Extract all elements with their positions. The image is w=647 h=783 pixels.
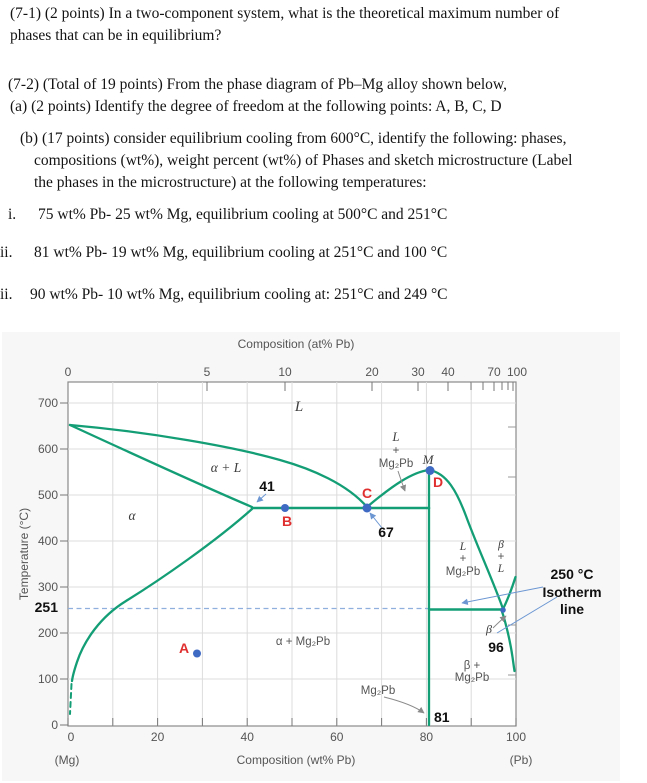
point-eutectic-right-dot [500,607,506,613]
bottom-axis-title: Composition (wt% Pb) [236,753,356,767]
svg-text:20: 20 [150,730,165,744]
point-C-label: C [361,485,373,501]
region-beta-L-line2: + [497,551,505,563]
list-item-marker: ii. [0,286,13,303]
mg-endpoint-label: (Mg) [54,753,80,767]
pb-endpoint-label: (Pb) [509,753,533,767]
point-D-label: D [432,474,444,490]
region-L-mg2pb-line2: + [392,445,400,457]
list-item-marker: i. [8,206,17,223]
list-item-text: 75 wt% Pb- 25 wt% Mg, equilibrium cooling at 500°C and 251°C [38,206,448,223]
annotation-67: 67 [378,524,394,540]
svg-text:100: 100 [506,365,528,379]
isotherm-note-line1: 250 °C [550,566,594,582]
svg-text:40: 40 [441,365,455,379]
question-7-2-intro: (7-2) (Total of 19 points) From the phase diagram of Pb–Mg alloy shown below, [8,76,507,93]
point-A-dot [193,650,201,658]
annotation-81: 81 [434,709,450,725]
svg-text:5: 5 [203,365,211,379]
svg-text:60: 60 [330,730,344,744]
region-alpha: α [128,508,136,523]
region-L-mg2pb-right-line1: L [459,541,467,553]
annotation-41: 41 [259,478,275,494]
list-item-marker: ii. [0,244,13,261]
list-item-text: 90 wt% Pb- 10 wt% Mg, equilibrium cooling at: 251°C and 249 °C [30,286,448,303]
question-7-1-line2: phases that can be in equilibrium? [10,27,222,44]
label-mg2pb-line: Mg₂Pb [360,685,396,697]
point-B-dot [281,504,289,512]
label-251: 251 [34,599,58,615]
region-beta-mg2pb-line1: β + [463,660,481,672]
question-7-2-b-line3: the phases in the microstructure) at the following temperatures: [34,174,427,191]
svg-text:100: 100 [505,730,527,744]
svg-text:700: 700 [37,396,58,410]
svg-text:500: 500 [37,488,58,502]
svg-text:0: 0 [67,730,75,744]
list-item-text: 81 wt% Pb- 19 wt% Mg, equilibrium cooling at 251°C and 100 °C [34,244,448,261]
svg-text:10: 10 [278,365,292,379]
region-L-mg2pb-line3: Mg₂Pb [378,458,414,470]
isotherm-note-line3: line [559,601,585,617]
label-M: M [422,452,434,467]
annotation-96: 96 [488,639,504,655]
svg-text:80: 80 [419,730,434,744]
svg-text:200: 200 [37,626,58,640]
region-L-mg2pb-right-line2: + [459,553,467,565]
region-beta-L-line3: L [497,563,505,575]
svg-text:20: 20 [365,365,379,379]
question-7-2-a: (a) (2 points) Identify the degree of freedom at the following points: A, B, C, D [10,98,502,115]
svg-text:400: 400 [37,534,58,548]
point-B-label: B [281,513,293,529]
question-7-2-b-line2: compositions (wt%), weight percent (wt%) of Phases and sketch microstructure (Label [34,152,573,169]
region-beta-mg2pb-line2: Mg₂Pb [454,672,490,684]
svg-text:600: 600 [37,442,58,456]
point-A-label: A [178,640,190,656]
region-L-mg2pb-line1: L [392,430,400,444]
isotherm-note-line2: Isotherm [542,584,602,600]
svg-text:70: 70 [487,365,501,379]
top-axis-title: Composition (at% Pb) [237,337,355,351]
region-L-mg2pb-right-line3: Mg₂Pb [445,566,481,578]
region-alpha-mg2pb: α + Mg₂Pb [275,636,331,648]
svg-text:30: 30 [411,365,425,379]
region-L: L [294,399,304,415]
svg-text:0: 0 [51,718,58,732]
question-7-1-line1: (7-1) (2 points) In a two-component system, what is the theoretical maximum number of [10,5,560,22]
svg-text:100: 100 [37,672,58,686]
question-7-2-b-line1: (b) (17 points) consider equilibrium cooling from 600°C, identify the following: phases, [20,130,567,147]
svg-text:300: 300 [37,580,58,594]
phase-diagram [0,330,647,783]
y-axis-title: Temperature (°C) [17,507,31,601]
region-alpha-L: α + L [210,460,242,475]
label-beta-small: β [486,622,492,636]
region-beta-L-line1: β [498,539,504,551]
svg-text:0: 0 [64,365,72,379]
svg-text:40: 40 [240,730,254,744]
point-C-dot [363,504,372,513]
